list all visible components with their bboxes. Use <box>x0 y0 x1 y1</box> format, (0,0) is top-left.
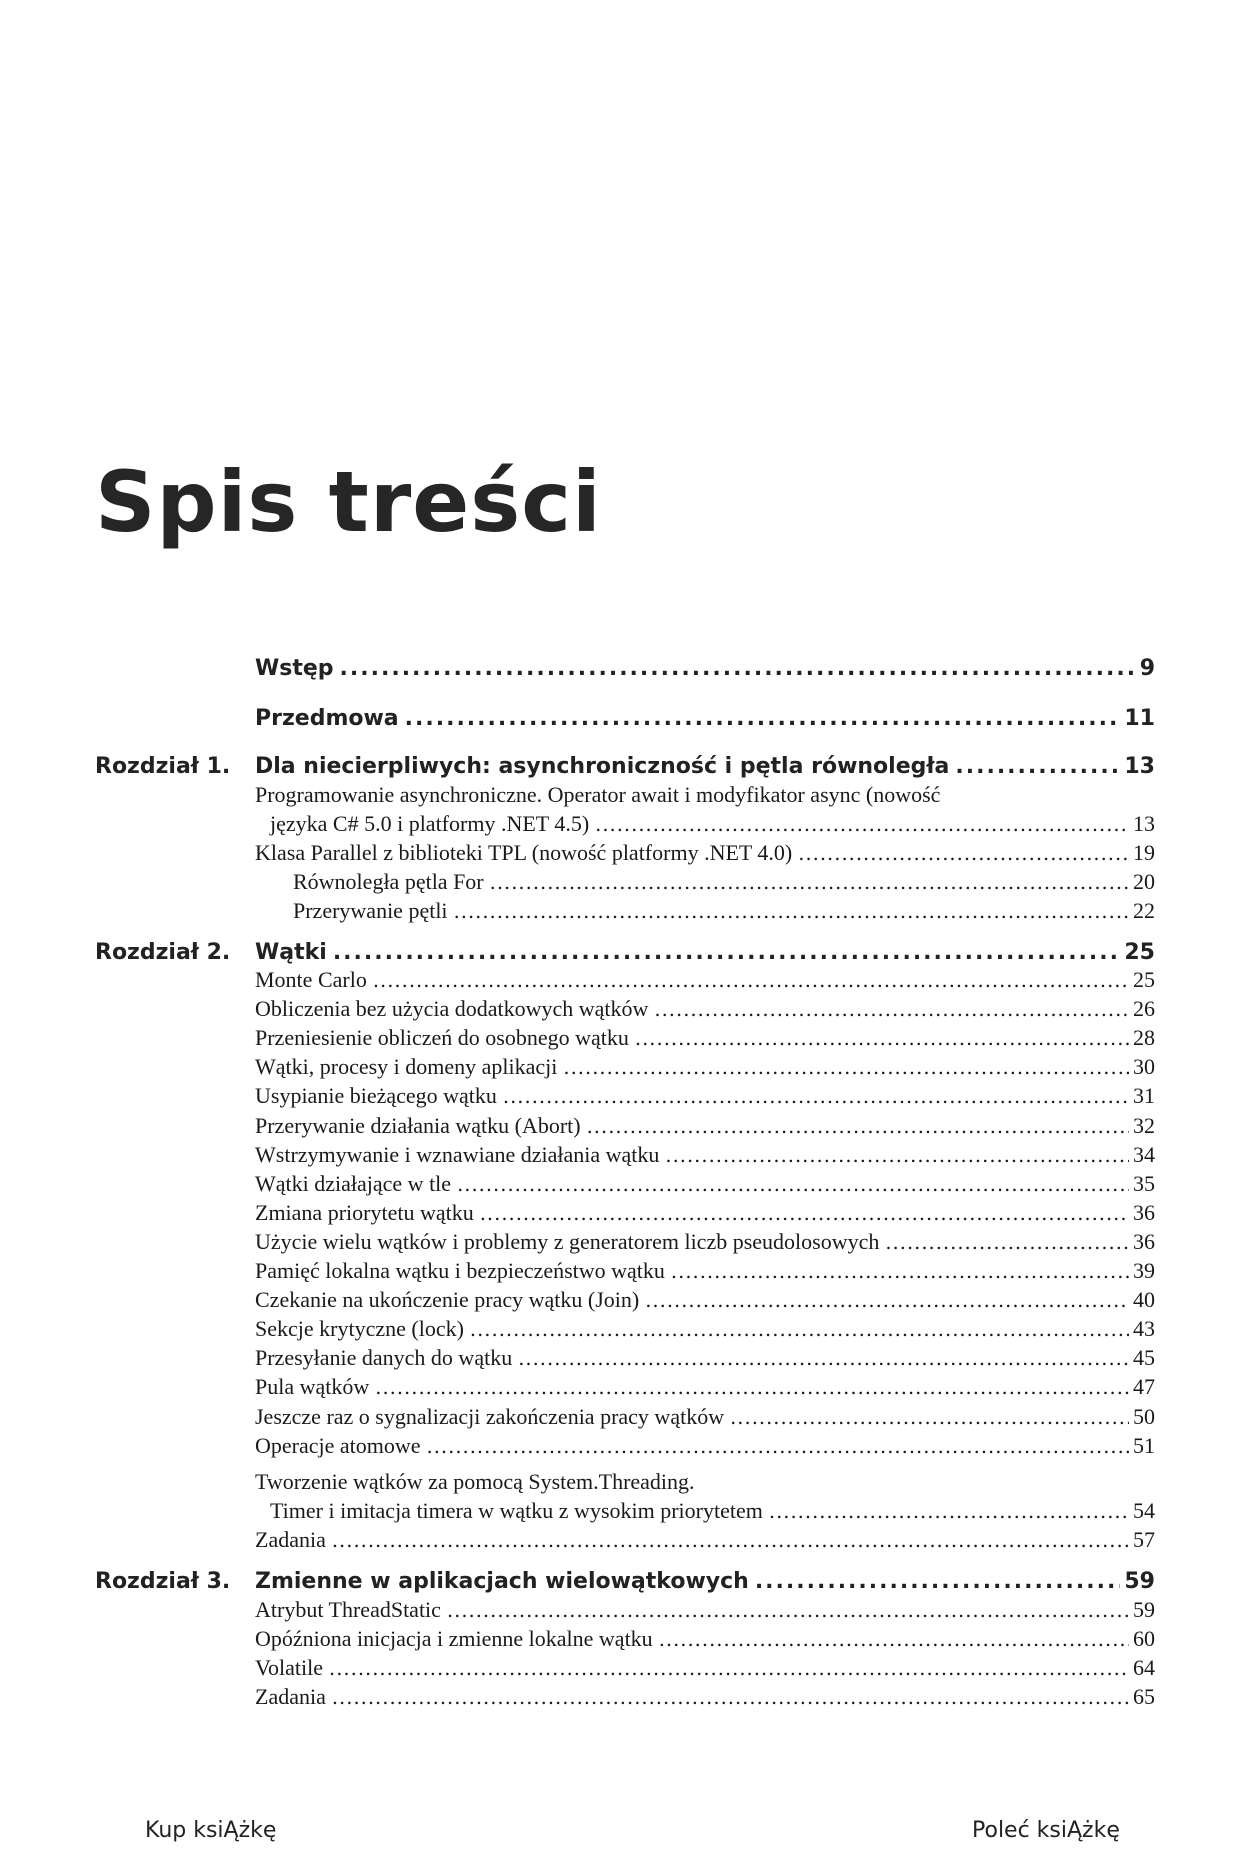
page-number: 11 <box>1124 706 1155 731</box>
toc-title: Czekanie na ukończenie pracy wątku (Join) <box>255 1287 640 1313</box>
toc-title: Opóźniona inicjacja i zmienne lokalne wątku <box>255 1626 653 1651</box>
toc-title: Przeniesienie obliczeń do osobnego wątku <box>255 1025 629 1051</box>
chapter-label: Rozdział 3. <box>95 1569 231 1594</box>
dot-leader <box>671 1257 1129 1286</box>
toc-title: Obliczenia bez użycia dodatkowych wątków <box>255 996 649 1022</box>
toc-title: Monte Carlo <box>255 967 367 992</box>
toc-entry[interactable] <box>255 1595 1155 1625</box>
dot-leader <box>447 1596 1129 1625</box>
toc-entry[interactable] <box>255 1525 1155 1555</box>
dot-leader <box>665 1141 1129 1170</box>
toc-title: języka C# 5.0 i platformy .NET 4.5) <box>270 811 590 836</box>
dot-leader <box>333 938 1121 968</box>
page-number: 35 <box>1133 1170 1155 1196</box>
dot-leader <box>332 1683 1129 1712</box>
page-number: 36 <box>1133 1228 1155 1254</box>
toc-entry[interactable] <box>255 1624 1155 1654</box>
dot-leader <box>454 897 1129 926</box>
toc-heading-chapter-2[interactable] <box>95 938 1155 968</box>
toc-title: Przesyłanie danych do wątku <box>255 1345 513 1371</box>
page-number: 43 <box>1133 1316 1155 1342</box>
dot-leader <box>730 1403 1129 1432</box>
toc-title: Sekcje krytyczne (lock) <box>255 1316 464 1342</box>
toc-entry-line[interactable] <box>255 1467 1155 1496</box>
toc-title: Przedmowa <box>255 706 399 731</box>
toc-entry[interactable] <box>255 1052 1155 1082</box>
dot-leader <box>503 1082 1129 1111</box>
dot-leader <box>955 752 1120 782</box>
dot-leader <box>645 1286 1129 1315</box>
page-number: 65 <box>1133 1684 1155 1709</box>
page-number: 28 <box>1133 1025 1155 1051</box>
dot-leader <box>405 704 1121 734</box>
page-number: 39 <box>1133 1258 1155 1283</box>
page-number: 54 <box>1133 1498 1155 1523</box>
toc-entry[interactable] <box>270 809 1155 839</box>
page-number: 25 <box>1124 940 1155 965</box>
toc-entry[interactable] <box>255 1140 1155 1170</box>
toc-entry[interactable] <box>255 1314 1155 1344</box>
toc-title: Wstrzymywanie i wznawiane działania wątku <box>255 1141 660 1167</box>
toc-title: Zmienne w aplikacjach wielowątkowych <box>255 1569 749 1594</box>
toc-title: Klasa Parallel z biblioteki TPL (nowość platformy .NET 4.0) <box>255 840 793 865</box>
toc-title: Równoległa pętla For <box>293 869 484 894</box>
page-number: 31 <box>1133 1083 1155 1109</box>
toc-title: Jeszcze raz o sygnalizacji zakończenia pracy wątków <box>255 1403 725 1429</box>
toc-title: Programowanie asynchroniczne. Operator await i modyfikator async (nowość <box>255 782 941 807</box>
toc-title: Przerywanie pętli <box>293 898 448 923</box>
toc-title: Atrybut ThreadStatic <box>255 1597 441 1622</box>
dot-leader <box>480 1199 1129 1228</box>
toc-entry[interactable] <box>255 994 1155 1024</box>
page-number: 45 <box>1133 1345 1155 1371</box>
dot-leader <box>457 1170 1129 1199</box>
toc-title: Pula wątków <box>255 1374 370 1400</box>
toc-entry[interactable] <box>270 1496 1155 1526</box>
dot-leader <box>755 1567 1121 1597</box>
page-number: 47 <box>1133 1374 1155 1400</box>
dot-leader <box>563 1053 1129 1082</box>
page-number: 22 <box>1133 898 1155 923</box>
toc-entry[interactable] <box>255 838 1155 868</box>
dot-leader <box>427 1432 1129 1461</box>
page-number: 13 <box>1124 754 1155 779</box>
dot-leader <box>329 1654 1129 1683</box>
page-number: 60 <box>1133 1626 1155 1651</box>
toc-entry[interactable] <box>255 1169 1155 1199</box>
dot-leader <box>332 1526 1129 1555</box>
toc-entry[interactable] <box>255 1343 1155 1373</box>
toc-entry[interactable] <box>255 965 1155 995</box>
dot-leader <box>769 1497 1129 1526</box>
dot-leader <box>340 654 1136 684</box>
dot-leader <box>518 1344 1129 1373</box>
page-number: 30 <box>1133 1054 1155 1080</box>
toc-entry-line[interactable] <box>255 780 1155 809</box>
toc-title: Wątki działające w tle <box>255 1170 452 1196</box>
toc-title: Przerywanie działania wątku (Abort) <box>255 1112 581 1138</box>
toc-title: Zadania <box>255 1527 326 1552</box>
page-number: 19 <box>1133 840 1155 865</box>
toc-title: Usypianie bieżącego wątku <box>255 1083 497 1109</box>
toc-entry[interactable] <box>293 867 1155 897</box>
dot-leader <box>470 1315 1129 1344</box>
dot-leader <box>798 839 1129 868</box>
page-number: 32 <box>1133 1112 1155 1138</box>
toc-entry[interactable] <box>255 1402 1155 1432</box>
toc-title: Operacje atomowe <box>255 1432 421 1458</box>
dot-leader <box>635 1024 1129 1053</box>
toc-title: Tworzenie wątków za pomocą System.Threading. <box>255 1469 695 1494</box>
toc-title: Wątki <box>255 940 327 965</box>
dot-leader <box>654 995 1129 1024</box>
toc-entry[interactable] <box>255 1256 1155 1286</box>
page-number: 40 <box>1133 1287 1155 1313</box>
dot-leader <box>375 1373 1129 1402</box>
dot-leader <box>595 810 1129 839</box>
page-number: 59 <box>1133 1597 1155 1622</box>
toc-entry[interactable] <box>255 1227 1155 1257</box>
dot-leader <box>373 966 1129 995</box>
toc-entry[interactable] <box>255 1431 1155 1461</box>
dot-leader <box>490 868 1129 897</box>
toc-title: Zadania <box>255 1684 326 1709</box>
toc-entry[interactable] <box>255 1198 1155 1228</box>
toc-title: Pamięć lokalna wątku i bezpieczeństwo wątku <box>255 1258 665 1283</box>
toc-entry[interactable] <box>255 1682 1155 1712</box>
toc-entry[interactable] <box>255 1081 1155 1111</box>
toc-entry[interactable] <box>255 1023 1155 1053</box>
page-number: 25 <box>1133 967 1155 992</box>
toc-entry[interactable] <box>293 896 1155 926</box>
page-number: 36 <box>1133 1199 1155 1225</box>
toc-title: Wstęp <box>255 656 334 681</box>
dot-leader <box>659 1625 1129 1654</box>
toc-title: Volatile <box>255 1655 324 1680</box>
toc-title: Dla niecierpliwych: asynchroniczność i pętla równoległa <box>255 754 950 779</box>
page-number: 50 <box>1133 1403 1155 1429</box>
toc-entry[interactable] <box>255 1372 1155 1402</box>
page-number: 20 <box>1133 869 1155 894</box>
page-title: Spis treści <box>95 453 602 551</box>
toc-title: Timer i imitacja timera w wątku z wysokim priorytetem <box>270 1498 763 1523</box>
toc-heading-przedmowa[interactable] <box>95 704 1155 734</box>
page-number: 13 <box>1133 811 1155 836</box>
toc-heading-chapter-3[interactable] <box>95 1567 1155 1597</box>
buy-book-link[interactable]: Kup ksiĄżkę <box>145 1818 277 1843</box>
page-number: 9 <box>1139 656 1155 681</box>
toc-entry[interactable] <box>255 1285 1155 1315</box>
chapter-label: Rozdział 1. <box>95 754 231 779</box>
dot-leader <box>885 1228 1129 1257</box>
toc-heading-wstep[interactable] <box>95 654 1155 684</box>
recommend-book-link[interactable]: Poleć ksiĄżkę <box>972 1818 1120 1843</box>
dot-leader <box>587 1112 1129 1141</box>
chapter-label: Rozdział 2. <box>95 940 231 965</box>
toc-heading-chapter-1[interactable] <box>95 752 1155 782</box>
toc-title: Wątki, procesy i domeny aplikacji <box>255 1054 558 1080</box>
page-number: 59 <box>1124 1569 1155 1594</box>
page-number: 34 <box>1133 1141 1155 1167</box>
toc-title: Zmiana priorytetu wątku <box>255 1199 474 1225</box>
page-number: 26 <box>1133 996 1155 1022</box>
toc-entry[interactable] <box>255 1653 1155 1683</box>
toc-title: Użycie wielu wątków i problemy z generatorem liczb pseudolosowych <box>255 1228 880 1254</box>
page-number: 51 <box>1133 1432 1155 1458</box>
page-number: 64 <box>1133 1655 1155 1680</box>
toc-entry[interactable] <box>255 1111 1155 1141</box>
page-number: 57 <box>1133 1527 1155 1552</box>
